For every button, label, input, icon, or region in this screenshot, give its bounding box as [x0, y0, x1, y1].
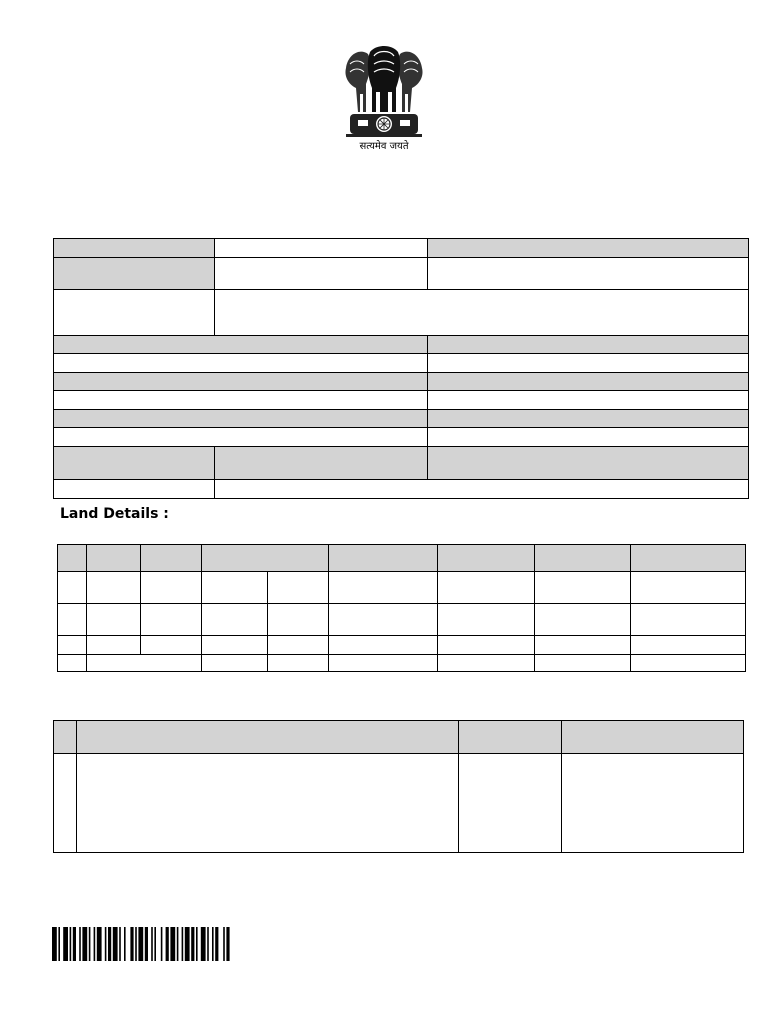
table-cell [54, 354, 428, 373]
table-header-cell [535, 545, 631, 572]
table-cell [141, 604, 202, 636]
table-cell [215, 239, 428, 258]
table-cell [54, 336, 428, 354]
table-cell [54, 480, 215, 499]
table-row [58, 604, 746, 636]
table-row [54, 336, 749, 354]
table-header-cell [58, 545, 87, 572]
table-cell [87, 636, 141, 655]
table-cell [202, 636, 268, 655]
table-cell [54, 447, 215, 480]
table-cell [54, 258, 215, 290]
table-cell [428, 428, 749, 447]
table-header-cell [77, 721, 459, 754]
table-row [54, 428, 749, 447]
table-cell [215, 290, 749, 336]
table-cell [459, 754, 562, 853]
table-cell [428, 354, 749, 373]
table-cell [329, 636, 438, 655]
table-cell [54, 239, 215, 258]
table-cell [631, 655, 746, 672]
table-cell [215, 447, 428, 480]
table-cell [54, 428, 428, 447]
table-cell [87, 572, 141, 604]
table-cell [202, 572, 268, 604]
table-header-cell [329, 545, 438, 572]
table-cell [54, 410, 428, 428]
table-header-cell [87, 545, 141, 572]
table-cell [268, 604, 329, 636]
table-cell [87, 655, 202, 672]
table-row [54, 391, 749, 410]
table-header-cell [438, 545, 535, 572]
table-cell [329, 655, 438, 672]
table-cell [54, 290, 215, 336]
table-row [54, 754, 744, 853]
table-cell [438, 604, 535, 636]
table-cell [215, 480, 749, 499]
table-row [54, 480, 749, 499]
table-cell [329, 604, 438, 636]
table-row [54, 258, 749, 290]
table-cell [54, 391, 428, 410]
table-cell [268, 636, 329, 655]
table-cell [141, 572, 202, 604]
table-cell [58, 636, 87, 655]
table-cell [428, 336, 749, 354]
table-cell [428, 447, 749, 480]
table-header-row [58, 545, 746, 572]
table-cell [87, 604, 141, 636]
table-cell [562, 754, 744, 853]
table-row [58, 655, 746, 672]
table-cell [428, 373, 749, 391]
land-details-table [57, 544, 746, 672]
table-row [58, 572, 746, 604]
table-cell [428, 391, 749, 410]
table-cell [202, 655, 268, 672]
table-cell [202, 604, 268, 636]
table-header-row [54, 721, 744, 754]
land-details-heading: Land Details : [60, 506, 169, 522]
table-cell [428, 410, 749, 428]
table-row [54, 373, 749, 391]
table-cell [535, 572, 631, 604]
table-header-cell [459, 721, 562, 754]
table-cell [268, 655, 329, 672]
table-cell [438, 572, 535, 604]
table-row [54, 239, 749, 258]
emblem-motto: सत्यमेव जयते [359, 141, 409, 152]
table-cell [535, 604, 631, 636]
remarks-table [53, 720, 744, 853]
table-row [54, 447, 749, 480]
table-cell [535, 655, 631, 672]
table-row [54, 290, 749, 336]
table-row [54, 410, 749, 428]
table-cell [428, 239, 749, 258]
table-cell [631, 604, 746, 636]
table-cell [268, 572, 329, 604]
table-cell [438, 655, 535, 672]
table-cell [58, 655, 87, 672]
table-header-cell [202, 545, 329, 572]
table-cell [58, 572, 87, 604]
table-cell [329, 572, 438, 604]
table-cell [631, 636, 746, 655]
table-header-cell [631, 545, 746, 572]
table-cell [77, 754, 459, 853]
table-header-cell [562, 721, 744, 754]
table-header-cell [141, 545, 202, 572]
applicant-info-table [53, 238, 749, 499]
table-cell [428, 258, 749, 290]
table-cell [631, 572, 746, 604]
table-row [58, 636, 746, 655]
table-cell [141, 636, 202, 655]
table-header-cell [54, 721, 77, 754]
table-cell [535, 636, 631, 655]
table-cell [215, 258, 428, 290]
table-row [54, 354, 749, 373]
table-cell [54, 373, 428, 391]
table-cell [438, 636, 535, 655]
table-cell [58, 604, 87, 636]
table-cell [54, 754, 77, 853]
barcode-icon [52, 927, 316, 961]
